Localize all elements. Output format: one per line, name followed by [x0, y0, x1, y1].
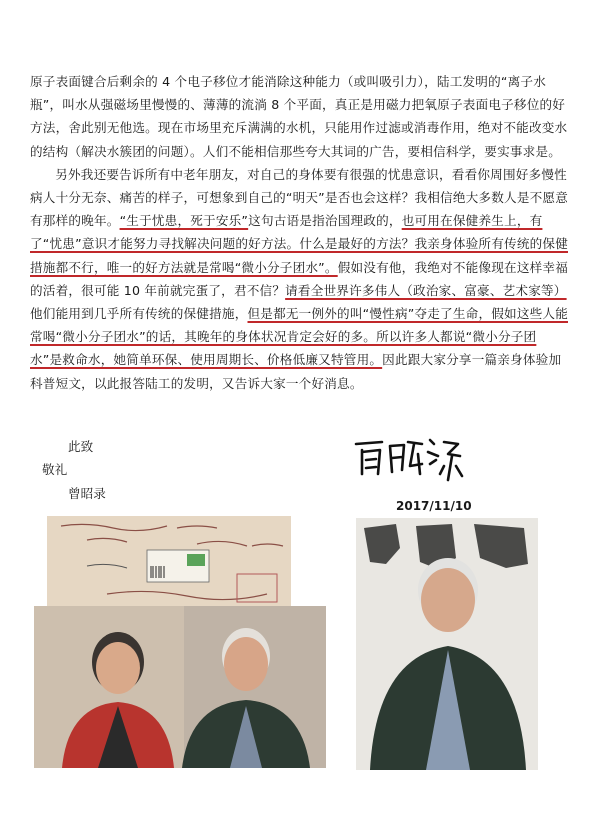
paragraph-2-text-e: 因此跟大家分享一篇亲身体验加科普短文，以此报答陆工的发明，又告诉大家一个好消息。	[30, 352, 562, 391]
closing-line-1: 此致	[68, 439, 94, 454]
letter-body	[30, 70, 568, 395]
handwritten-signature	[348, 430, 468, 490]
underlined-great-people: 请看全世界许多伟人（政治家、富豪、艺术家等）	[285, 282, 567, 298]
portrait-photo	[356, 518, 538, 770]
underlined-proverb: “生于忧患，死于安乐”	[119, 213, 249, 229]
paragraph-2-text-a: 另外我还要告诉所有中老年朋友，对自己的身体要有很强的忧患意识，看看你周围好多慢性病人十分无奈、痛苦的样子，可想象到自己的“明天”是否也会这样？我相信绝大多数人是不愿意有那样的晚年。	[30, 166, 568, 229]
underlined-chronic-disease: 但是都无一例外的叫“慢性病”夺走了生命，假如这些人能常喝“微小分子团水”的话，其晚年的身体状况肯定会好的多。所以许多人都说“微小分子团水”是救命水，她简单环保、使用周期长、价格低廉又特管用。	[30, 306, 568, 368]
closing-line-2: 敬礼	[42, 462, 68, 477]
paragraph-2-text-b: 这句古语是指治国理政的，	[248, 213, 402, 229]
paragraph-2-text-d: 他们能用到几乎所有传统的保健措施，	[30, 306, 248, 322]
paragraph-2-text-c: 假如没有他，我绝对不能像现在这样幸福的活着，很可能 10 年前就完蛋了，君不信？	[30, 259, 569, 298]
date-label: 2017/11/10	[396, 499, 472, 513]
couple-photo	[34, 606, 326, 768]
underlined-method: 也可用在保健养生上，有了“忧患”意识才能努力寻找解决问题的好方法。什么是最好的方法？我亲身体验所有传统的保健措施都不行，唯一的好方法就是常喝“微小分子团水”。	[30, 213, 568, 275]
envelope-photo	[47, 516, 291, 608]
paragraph-2	[30, 163, 568, 395]
author-name: 曾昭录	[68, 486, 106, 501]
paragraph-1: 原子表面键合后剩余的 4 个电子移位才能消除这种能力（或叫吸引力），陆工发明的“离子水瓶”，叫水从强磁场里慢慢的、薄薄的流淌 8 个平面，真正是用磁力把氧原子表面电子移位的好方法，舍此别无他选。现在市场里充斥满满的水机，只能用作过滤或消毒作用，绝对不能改变水的结构（解决水簇团的问题）。人们不能相信那些夸大其词的广告，要相信科学，要实事求是。	[30, 74, 568, 159]
